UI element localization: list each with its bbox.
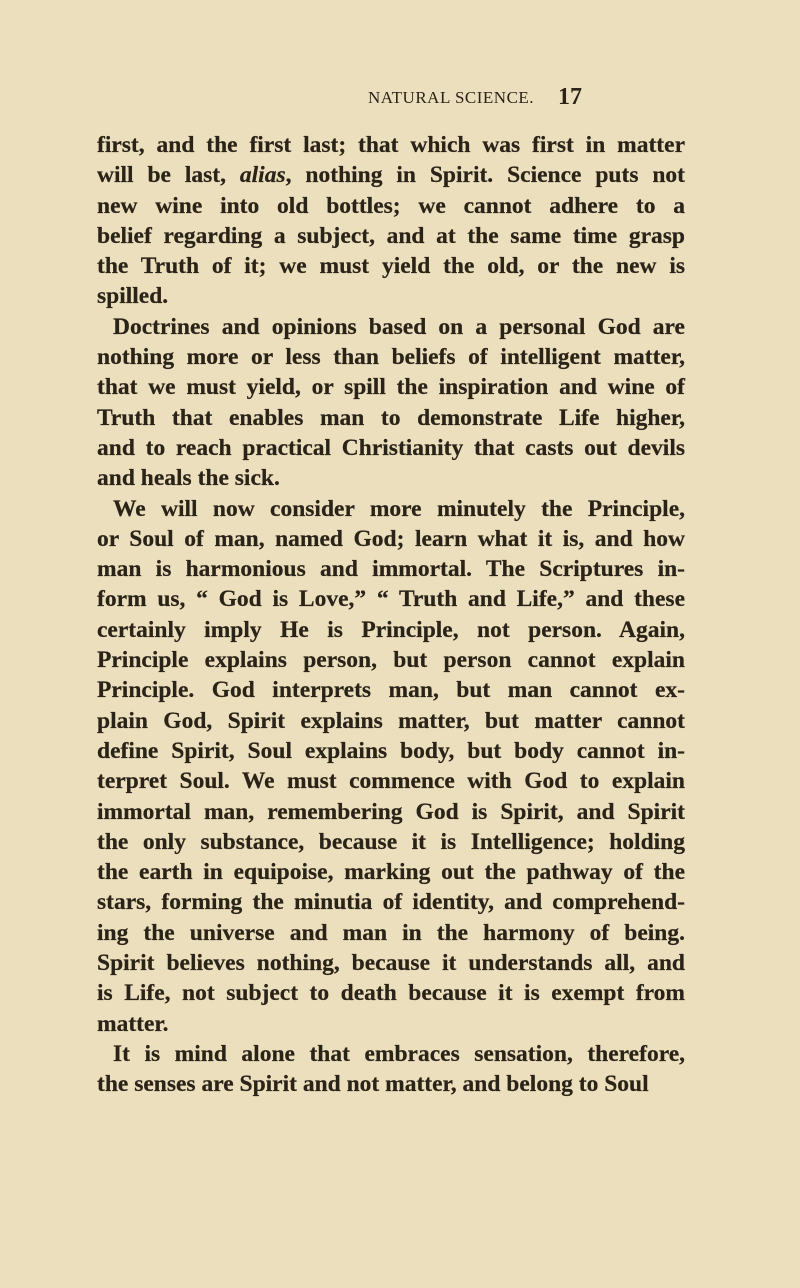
text-line: form us, “ God is Love,” “ Truth and Life,” and these [97, 586, 685, 613]
text-line [97, 160, 685, 190]
text-line: define Spirit, Soul explains body, but body cannot in- [97, 737, 685, 764]
text-line: ing the universe and man in the harmony of being. [97, 919, 685, 946]
text-line: and to reach practical Christianity that casts out devils [97, 434, 685, 461]
text-line: It is mind alone that embraces sensation, therefore, [113, 1040, 685, 1067]
text-line: the earth in equipoise, marking out the pathway of the [97, 859, 685, 886]
text-line: nothing more or less than beliefs of intelligent matter, [97, 344, 685, 371]
text-line: spilled. [97, 283, 169, 310]
text-line: and heals the sick. [97, 465, 280, 492]
text-line: Doctrines and opinions based on a personal God are [113, 313, 685, 340]
text-line: that we must yield, or spill the inspiration and wine of [97, 374, 685, 401]
text-line: stars, forming the minutia of identity, and comprehend- [97, 889, 685, 916]
italic-word: alias [239, 162, 286, 189]
text-line: plain God, Spirit explains matter, but matter cannot [97, 707, 685, 734]
text-line: Truth that enables man to demonstrate Life higher, [97, 404, 685, 431]
text-line: the only substance, because it is Intelligence; holding [97, 828, 685, 855]
text-segment: , nothing in Spirit. Science puts not [285, 162, 686, 189]
text-line: or Soul of man, named God; learn what it is, and how [97, 525, 685, 552]
page-body [97, 130, 685, 1100]
text-line: terpret Soul. We must commence with God to explain [97, 768, 685, 795]
text-line: the Truth of it; we must yield the old, or the new is [97, 253, 685, 280]
text-line: Spirit believes nothing, because it understands all, and [97, 950, 685, 977]
text-line: man is harmonious and immortal. The Scriptures in- [97, 556, 685, 583]
text-line: belief regarding a subject, and at the same time grasp [97, 222, 685, 249]
text-segment: will be last, [97, 162, 240, 189]
text-line: certainly imply He is Principle, not person. Again, [97, 616, 685, 643]
text-line: immortal man, remembering God is Spirit, and Spirit [97, 798, 685, 825]
text-line: Principle explains person, but person cannot explain [97, 647, 685, 674]
text-line: is Life, not subject to death because it is exempt from [97, 980, 685, 1007]
text-line: new wine into old bottles; we cannot adhere to a [97, 192, 685, 219]
text-line: first, and the first last; that which was first in matter [97, 132, 685, 158]
running-header [0, 84, 800, 112]
text-line: We will now consider more minutely the Principle, [113, 495, 685, 522]
text-line: matter. [97, 1010, 169, 1037]
text-line: the senses are Spirit and not matter, and belong to Soul [97, 1071, 649, 1098]
running-title: NATURAL SCIENCE. [368, 88, 535, 107]
text-line: Principle. God interprets man, but man cannot ex- [97, 677, 685, 704]
page-number: 17 [558, 84, 582, 110]
